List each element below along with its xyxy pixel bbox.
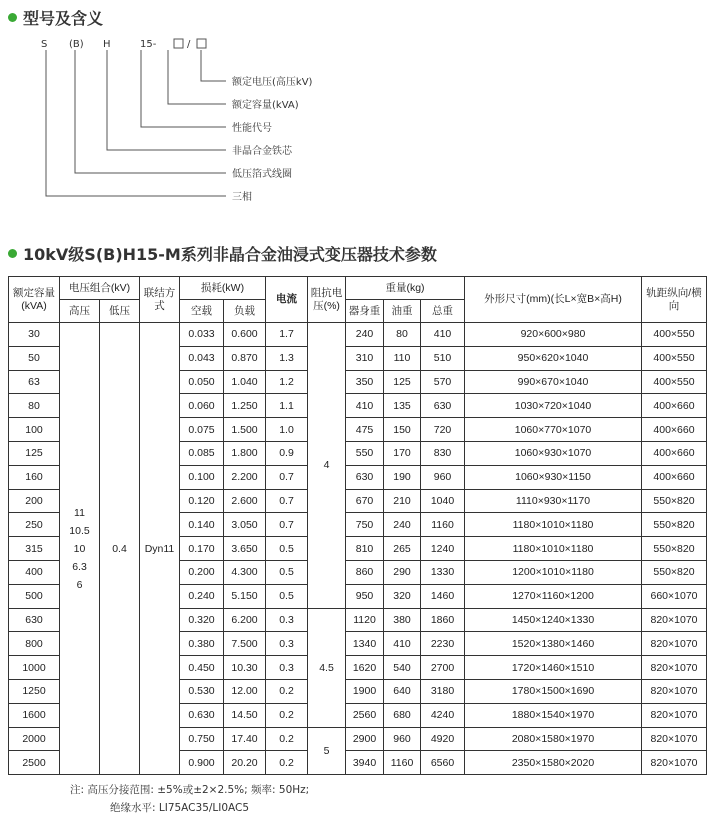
cell-no-load-loss: 0.380: [180, 632, 224, 656]
cell-gauge: 400×660: [642, 441, 707, 465]
hv-value: 10: [73, 542, 86, 555]
cell-current: 0.2: [266, 679, 308, 703]
cell-current: 0.2: [266, 727, 308, 751]
cell-no-load-loss: 0.085: [180, 441, 224, 465]
cell-no-load-loss: 0.900: [180, 751, 224, 775]
code-part-slash: /: [187, 39, 191, 50]
cell-dimensions: 1180×1010×1180: [465, 513, 642, 537]
cell-gauge: 550×820: [642, 489, 707, 513]
cell-total-weight: 4240: [421, 703, 465, 727]
note-line-1: 注: 高压分接范围: ±5%或±2×2.5%; 频率: 50Hz;: [70, 784, 310, 796]
bullet-icon: [8, 249, 17, 258]
cell-current: 1.1: [266, 394, 308, 418]
cell-dimensions: 1270×1160×1200: [465, 584, 642, 608]
cell-capacity: 125: [9, 441, 60, 465]
code-part-b: (B): [69, 39, 84, 50]
cell-current: 0.5: [266, 584, 308, 608]
cell-no-load-loss: 0.043: [180, 346, 224, 370]
cell-gauge: 550×820: [642, 537, 707, 561]
cell-gauge: 400×660: [642, 394, 707, 418]
cell-no-load-loss: 0.033: [180, 323, 224, 347]
cell-oil-weight: 80: [384, 323, 421, 347]
cell-oil-weight: 680: [384, 703, 421, 727]
header-weight: 重量(kg): [346, 277, 465, 300]
cell-capacity: 1600: [9, 703, 60, 727]
cell-current: 0.2: [266, 751, 308, 775]
cell-load-loss: 20.20: [224, 751, 266, 775]
cell-body-weight: 630: [346, 465, 384, 489]
cell-oil-weight: 190: [384, 465, 421, 489]
section-title-text: 型号及含义: [23, 9, 104, 28]
cell-dimensions: 920×600×980: [465, 323, 642, 347]
header-body-weight: 器身重: [346, 300, 384, 323]
cell-total-weight: 510: [421, 346, 465, 370]
cell-oil-weight: 380: [384, 608, 421, 632]
header-lv: 低压: [100, 300, 140, 323]
cell-no-load-loss: 0.750: [180, 727, 224, 751]
cell-oil-weight: 125: [384, 370, 421, 394]
cell-total-weight: 570: [421, 370, 465, 394]
cell-no-load-loss: 0.075: [180, 418, 224, 442]
cell-dimensions: 1110×930×1170: [465, 489, 642, 513]
cell-total-weight: 6560: [421, 751, 465, 775]
cell-total-weight: 410: [421, 323, 465, 347]
header-dimensions: 外形尺寸(mm)(长L×宽B×高H): [465, 277, 642, 323]
cell-dimensions: 1450×1240×1330: [465, 608, 642, 632]
cell-hv-values: [60, 323, 100, 775]
cell-current: 1.2: [266, 370, 308, 394]
cell-load-loss: 14.50: [224, 703, 266, 727]
cell-total-weight: 1040: [421, 489, 465, 513]
cell-body-weight: 1120: [346, 608, 384, 632]
cell-oil-weight: 170: [384, 441, 421, 465]
cell-oil-weight: 640: [384, 679, 421, 703]
cell-dimensions: 1200×1010×1180: [465, 560, 642, 584]
cell-no-load-loss: 0.060: [180, 394, 224, 418]
cell-body-weight: 2900: [346, 727, 384, 751]
cell-no-load-loss: 0.450: [180, 656, 224, 680]
cell-load-loss: 1.800: [224, 441, 266, 465]
cell-gauge: 400×550: [642, 346, 707, 370]
cell-load-loss: 3.650: [224, 537, 266, 561]
cell-current: 1.3: [266, 346, 308, 370]
cell-capacity: 250: [9, 513, 60, 537]
cell-current: 1.7: [266, 323, 308, 347]
cell-capacity: 50: [9, 346, 60, 370]
cell-load-loss: 0.600: [224, 323, 266, 347]
cell-current: 0.7: [266, 513, 308, 537]
code-part-s: S: [41, 39, 48, 50]
cell-dimensions: 950×620×1040: [465, 346, 642, 370]
cell-total-weight: 1330: [421, 560, 465, 584]
cell-body-weight: 1900: [346, 679, 384, 703]
cell-no-load-loss: 0.630: [180, 703, 224, 727]
cell-gauge: 820×1070: [642, 656, 707, 680]
cell-current: 1.0: [266, 418, 308, 442]
cell-load-loss: 4.300: [224, 560, 266, 584]
cell-current: 0.7: [266, 465, 308, 489]
cell-no-load-loss: 0.240: [180, 584, 224, 608]
cell-gauge: 400×660: [642, 465, 707, 489]
cell-load-loss: 1.250: [224, 394, 266, 418]
cell-load-loss: 2.200: [224, 465, 266, 489]
cell-current: 0.3: [266, 656, 308, 680]
cell-no-load-loss: 0.170: [180, 537, 224, 561]
meaning-three-phase: 三相: [232, 192, 252, 203]
cell-dimensions: 2350×1580×2020: [465, 751, 642, 775]
cell-load-loss: 6.200: [224, 608, 266, 632]
cell-dimensions: 1180×1010×1180: [465, 537, 642, 561]
header-capacity: 额定容量(kVA): [9, 277, 60, 323]
table-row: [9, 323, 707, 347]
hv-value: 6.3: [72, 560, 87, 573]
cell-capacity: 80: [9, 394, 60, 418]
cell-oil-weight: 110: [384, 346, 421, 370]
cell-no-load-loss: 0.200: [180, 560, 224, 584]
header-total-weight: 总重: [421, 300, 465, 323]
cell-body-weight: 475: [346, 418, 384, 442]
cell-dimensions: 1060×930×1150: [465, 465, 642, 489]
hv-value: 6: [76, 578, 83, 591]
cell-capacity: 500: [9, 584, 60, 608]
cell-capacity: 1250: [9, 679, 60, 703]
code-part-h: H: [103, 39, 111, 50]
cell-no-load-loss: 0.320: [180, 608, 224, 632]
header-no-load: 空载: [180, 300, 224, 323]
header-hv: 高压: [60, 300, 100, 323]
cell-capacity: 2000: [9, 727, 60, 751]
cell-dimensions: 1520×1380×1460: [465, 632, 642, 656]
cell-capacity: 1000: [9, 656, 60, 680]
cell-gauge: 820×1070: [642, 751, 707, 775]
cell-load-loss: 5.150: [224, 584, 266, 608]
cell-dimensions: 1060×930×1070: [465, 441, 642, 465]
cell-total-weight: 2230: [421, 632, 465, 656]
cell-total-weight: 630: [421, 394, 465, 418]
cell-current: 0.3: [266, 608, 308, 632]
spec-table: [8, 276, 707, 775]
cell-current: 0.5: [266, 537, 308, 561]
cell-dimensions: 990×670×1040: [465, 370, 642, 394]
cell-load-loss: 3.050: [224, 513, 266, 537]
cell-gauge: 820×1070: [642, 632, 707, 656]
cell-load-loss: 7.500: [224, 632, 266, 656]
header-gauge: 轨距纵向/横向: [642, 277, 707, 323]
cell-no-load-loss: 0.140: [180, 513, 224, 537]
cell-impedance: 5: [308, 727, 346, 775]
cell-gauge: 820×1070: [642, 727, 707, 751]
cell-load-loss: 1.500: [224, 418, 266, 442]
cell-no-load-loss: 0.050: [180, 370, 224, 394]
cell-load-loss: 2.600: [224, 489, 266, 513]
cell-capacity: 100: [9, 418, 60, 442]
cell-oil-weight: 1160: [384, 751, 421, 775]
cell-total-weight: 4920: [421, 727, 465, 751]
cell-load-loss: 0.870: [224, 346, 266, 370]
cell-load-loss: 17.40: [224, 727, 266, 751]
cell-current: 0.9: [266, 441, 308, 465]
cell-lv-value: 0.4: [100, 323, 140, 775]
hv-value: 11: [74, 506, 85, 519]
header-current: 电流: [266, 277, 308, 323]
cell-gauge: 400×550: [642, 370, 707, 394]
code-part-15: 15-: [140, 39, 157, 50]
cell-load-loss: 1.040: [224, 370, 266, 394]
cell-load-loss: 12.00: [224, 679, 266, 703]
cell-gauge: 660×1070: [642, 584, 707, 608]
cell-body-weight: 670: [346, 489, 384, 513]
cell-body-weight: 950: [346, 584, 384, 608]
cell-dimensions: 1720×1460×1510: [465, 656, 642, 680]
cell-oil-weight: 320: [384, 584, 421, 608]
cell-dimensions: 1030×720×1040: [465, 394, 642, 418]
cell-total-weight: 1240: [421, 537, 465, 561]
cell-body-weight: 810: [346, 537, 384, 561]
cell-body-weight: 3940: [346, 751, 384, 775]
cell-gauge: 820×1070: [642, 703, 707, 727]
cell-gauge: 550×820: [642, 513, 707, 537]
cell-body-weight: 1620: [346, 656, 384, 680]
cell-gauge: 820×1070: [642, 679, 707, 703]
cell-body-weight: 310: [346, 346, 384, 370]
cell-capacity: 630: [9, 608, 60, 632]
cell-oil-weight: 135: [384, 394, 421, 418]
cell-body-weight: 550: [346, 441, 384, 465]
cell-body-weight: 2560: [346, 703, 384, 727]
cell-gauge: 400×550: [642, 323, 707, 347]
cell-capacity: 200: [9, 489, 60, 513]
meaning-foil-winding: 低压箔式线圈: [232, 169, 292, 180]
cell-capacity: 160: [9, 465, 60, 489]
cell-oil-weight: 210: [384, 489, 421, 513]
cell-load-loss: 10.30: [224, 656, 266, 680]
cell-capacity: 2500: [9, 751, 60, 775]
code-box-2: [197, 39, 206, 48]
cell-gauge: 820×1070: [642, 608, 707, 632]
cell-body-weight: 350: [346, 370, 384, 394]
header-voltage-combo: 电压组合(kV): [60, 277, 140, 300]
cell-oil-weight: 265: [384, 537, 421, 561]
cell-no-load-loss: 0.100: [180, 465, 224, 489]
cell-total-weight: 830: [421, 441, 465, 465]
cell-current: 0.3: [266, 632, 308, 656]
cell-total-weight: 1860: [421, 608, 465, 632]
bullet-icon: [8, 13, 17, 22]
meaning-rated-capacity: 额定容量(kVA): [232, 100, 299, 111]
cell-current: 0.7: [266, 489, 308, 513]
cell-gauge: 400×660: [642, 418, 707, 442]
cell-no-load-loss: 0.530: [180, 679, 224, 703]
cell-impedance: 4.5: [308, 608, 346, 727]
cell-total-weight: 1160: [421, 513, 465, 537]
cell-dimensions: 1060×770×1070: [465, 418, 642, 442]
cell-body-weight: 1340: [346, 632, 384, 656]
header-load: 负载: [224, 300, 266, 323]
meaning-amorphous-core: 非晶合金铁芯: [232, 146, 292, 157]
cell-dimensions: 2080×1580×1970: [465, 727, 642, 751]
cell-body-weight: 860: [346, 560, 384, 584]
cell-capacity: 315: [9, 537, 60, 561]
cell-connection-value: Dyn11: [140, 323, 180, 775]
cell-oil-weight: 960: [384, 727, 421, 751]
cell-body-weight: 750: [346, 513, 384, 537]
cell-capacity: 30: [9, 323, 60, 347]
header-impedance: 阻抗电压(%): [308, 277, 346, 323]
note-line-2: 绝缘水平: LI75AC35/LI0AC5: [110, 802, 250, 814]
code-box-1: [174, 39, 183, 48]
cell-current: 0.5: [266, 560, 308, 584]
cell-total-weight: 960: [421, 465, 465, 489]
header-connection: 联结方式: [140, 277, 180, 323]
spec-table-body: [9, 323, 707, 775]
model-code-diagram: [0, 28, 360, 218]
meaning-rated-voltage: 额定电压(高压kV): [232, 77, 313, 88]
cell-total-weight: 720: [421, 418, 465, 442]
cell-capacity: 63: [9, 370, 60, 394]
cell-oil-weight: 240: [384, 513, 421, 537]
cell-capacity: 800: [9, 632, 60, 656]
cell-body-weight: 240: [346, 323, 384, 347]
cell-dimensions: 1780×1500×1690: [465, 679, 642, 703]
meaning-performance-code: 性能代号: [232, 123, 272, 134]
header-loss: 损耗(kW): [180, 277, 266, 300]
cell-impedance: 4: [308, 323, 346, 609]
cell-oil-weight: 290: [384, 560, 421, 584]
cell-oil-weight: 410: [384, 632, 421, 656]
cell-capacity: 400: [9, 560, 60, 584]
cell-oil-weight: 540: [384, 656, 421, 680]
cell-total-weight: 2700: [421, 656, 465, 680]
hv-value: 10.5: [69, 524, 90, 537]
section-title-model: [8, 6, 103, 29]
cell-dimensions: 1880×1540×1970: [465, 703, 642, 727]
cell-current: 0.2: [266, 703, 308, 727]
cell-total-weight: 3180: [421, 679, 465, 703]
header-oil-weight: 油重: [384, 300, 421, 323]
cell-total-weight: 1460: [421, 584, 465, 608]
cell-no-load-loss: 0.120: [180, 489, 224, 513]
section-title-spec: [8, 242, 437, 265]
cell-oil-weight: 150: [384, 418, 421, 442]
section-title-text: 10kV级S(B)H15-M系列非晶合金油浸式变压器技术参数: [23, 245, 437, 264]
cell-body-weight: 410: [346, 394, 384, 418]
cell-gauge: 550×820: [642, 560, 707, 584]
